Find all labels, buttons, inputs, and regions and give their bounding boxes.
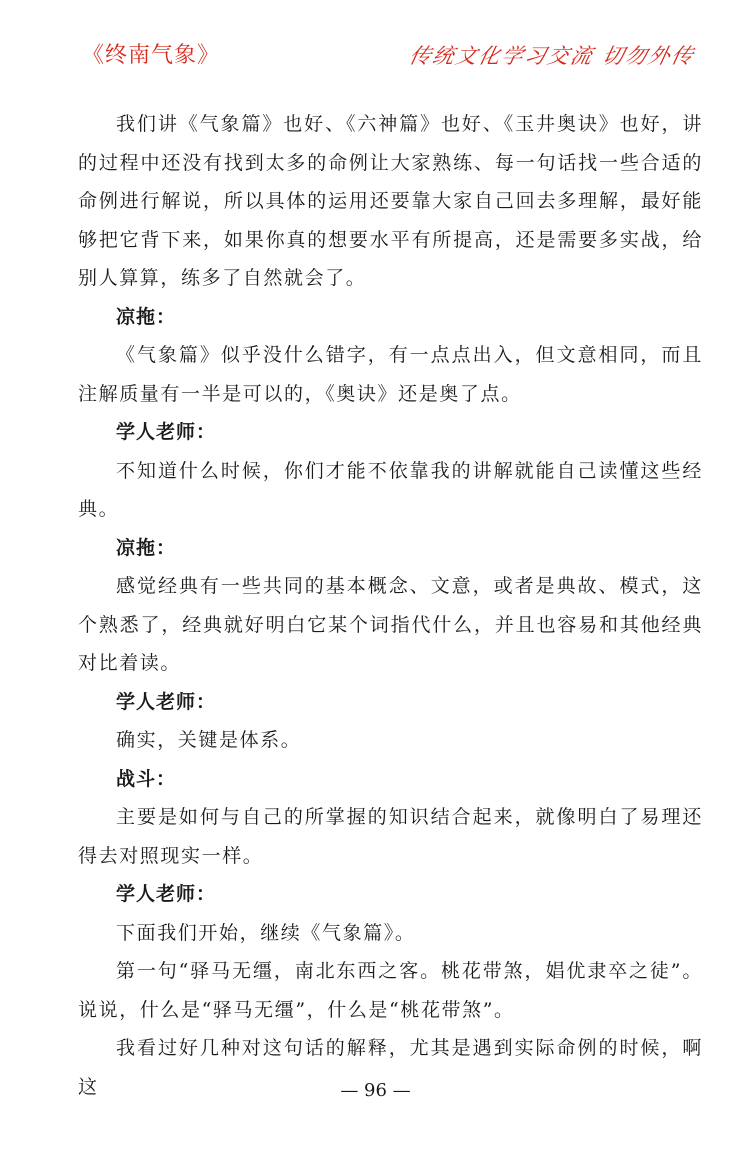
speaker-label: 学人老师：	[116, 690, 217, 713]
paragraph: 下面我们开始，继续《气象篇》。	[116, 921, 416, 944]
paragraph: 感觉经典有一些共同的基本概念、文意，或者是典故、模式，这个熟悉了，经典就好明白它某个词指代什么，并且也容易和其他经典对比着读。	[78, 575, 703, 674]
paragraph: 我们讲《气象篇》也好、《六神篇》也好、《玉井奥诀》也好，讲的过程中还没有找到太多的命例让大家熟练、每一句话找一些合适的命例进行解说，所以具体的运用还要靠大家自己回去多理解，最好能够把它背下来，如果你真的想要水平有所提高，还是需要多实战，给别人算算，练多了自然就会了。	[78, 113, 703, 289]
paragraph: 我看过好几种对这句话的解释，尤其是遇到实际命例的时候，啊这	[78, 1037, 703, 1098]
book-title: 《终南气象》	[82, 43, 221, 68]
paragraph: 《气象篇》似乎没什么错字，有一点点出入，但文意相同，而且注解质量有一半是可以的，《奥诀》还是奥了点。	[78, 344, 703, 405]
paragraph: 不知道什么时候，你们才能不依靠我的讲解就能自己读懂这些经典。	[78, 459, 703, 520]
speaker-label: 凉拖：	[116, 305, 177, 328]
page-number: — 96 —	[340, 1080, 411, 1101]
speaker-label: 凉拖：	[116, 536, 177, 559]
paragraph: 第一句“驿马无缰，南北东西之客。桃花带煞，娼优隶卒之徒”。说说，什么是“驿马无缰”，什么是“桃花带煞”。	[78, 960, 704, 1021]
speaker-label: 学人老师：	[116, 883, 217, 905]
paragraph: 确实，关键是体系。	[116, 729, 302, 751]
page-body	[78, 105, 703, 1106]
header-motto: 传统文化学习交流 切勿外传	[407, 44, 698, 68]
paragraph: 主要是如何与自己的所掌握的知识结合起来，就像明白了易理还得去对照现实一样。	[78, 806, 703, 867]
speaker-label: 战斗：	[116, 767, 177, 790]
speaker-label: 学人老师：	[116, 421, 217, 443]
